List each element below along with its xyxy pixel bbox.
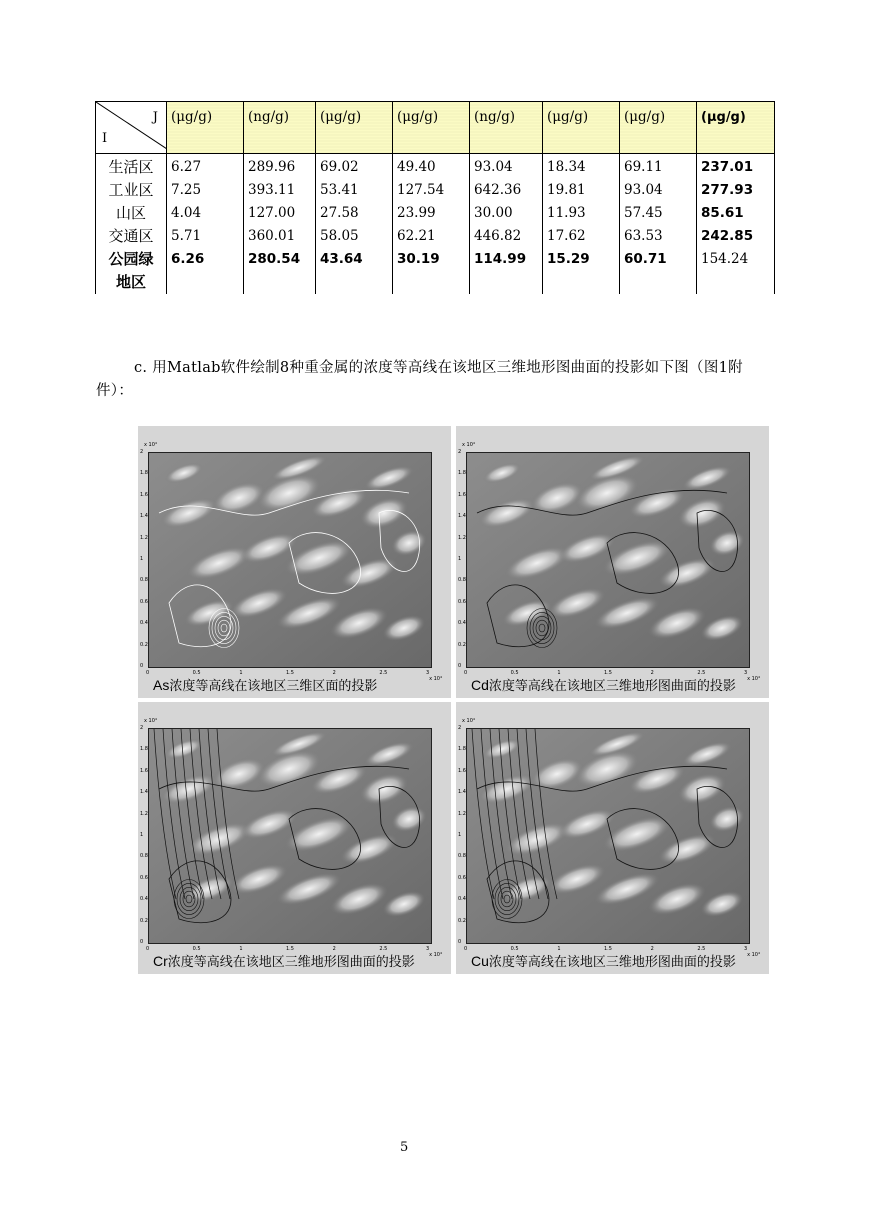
caption-text: 浓度等高线在该地区三维地形图曲面的投影 (167, 954, 415, 969)
table-cell: 85.61 (701, 205, 744, 221)
y-tick-label: 0.4 (140, 620, 148, 627)
y-tick-label: 0.2 (140, 917, 148, 924)
region-label: 生活区 (108, 158, 154, 176)
table-cell: 93.04 (624, 182, 663, 198)
region-label: 公园绿 (108, 250, 154, 268)
y-tick-label: 0.6 (140, 598, 148, 605)
x-tick-label: 3 (426, 670, 430, 676)
y-tick-label: 1.8 (140, 470, 148, 477)
figure-caption (471, 675, 736, 694)
body-paragraph: c. 用Matlab软件绘制8种重金属的浓度等高线在该地区三维地形图曲面的投影如下图（图1附件）： (96, 360, 743, 399)
y-tick-label: 1.4 (140, 789, 148, 796)
figure-caption (153, 951, 415, 970)
unit-header: (ng/g) (244, 102, 316, 154)
contour-plot (140, 718, 442, 958)
table-cell: 19.81 (547, 182, 586, 198)
y-tick-label: 0.8 (140, 853, 148, 860)
x-tick-label: 2 (650, 946, 654, 952)
x-tick-label: 2 (650, 670, 654, 676)
terrain-map (467, 453, 749, 667)
y-tick-label: 1.8 (458, 470, 466, 477)
y-tick-label: 1.8 (140, 746, 148, 753)
table-cell: 30.19 (397, 251, 440, 267)
y-tick-label: 0 (458, 939, 462, 945)
unit-header: (μg/g) (543, 102, 620, 154)
y-tick-label: 1.2 (140, 534, 148, 541)
table-corner-cell (96, 102, 167, 154)
table-cell: 114.99 (474, 251, 527, 267)
figure-caption (471, 951, 736, 970)
table-cell: 58.05 (320, 228, 359, 244)
x-tick-label: 0.5 (510, 946, 519, 952)
y-tick-label: 0.8 (140, 577, 148, 584)
as-contour-figure (138, 426, 451, 698)
x-tick-label: 1 (557, 670, 561, 676)
table-cell: 63.53 (624, 228, 663, 244)
value-column (316, 154, 393, 295)
x-axis-exponent: x 10⁴ (429, 952, 442, 958)
value-column (620, 154, 697, 295)
y-tick-label: 0.8 (458, 577, 466, 584)
x-tick-label: 0.5 (192, 946, 201, 952)
y-axis-exponent: x 10⁴ (462, 442, 475, 448)
cd-contour-figure (456, 426, 769, 698)
unit-header: (μg/g) (167, 102, 244, 154)
x-tick-label: 1.5 (286, 946, 294, 952)
table-cell: 30.00 (474, 205, 513, 221)
x-tick-label: 3 (426, 946, 430, 952)
table-cell: 62.21 (397, 228, 436, 244)
unit-header: (μg/g) (393, 102, 470, 154)
contour-plot (458, 442, 760, 682)
y-tick-label: 1.6 (458, 767, 466, 774)
y-tick-label: 0.6 (458, 874, 466, 881)
terrain-map (149, 453, 431, 667)
x-tick-label: 0.5 (192, 670, 201, 676)
table-cell: 49.40 (397, 159, 436, 175)
y-tick-label: 1.4 (458, 513, 466, 520)
x-tick-label: 0.5 (510, 670, 519, 676)
table-cell: 23.99 (397, 205, 436, 221)
region-label: 交通区 (108, 227, 154, 245)
y-tick-label: 1 (458, 832, 462, 838)
unit-header: (μg/g) (620, 102, 697, 154)
y-axis-exponent: x 10⁴ (144, 442, 157, 448)
x-tick-label: 3 (744, 670, 748, 676)
y-tick-label: 0.4 (140, 896, 148, 903)
value-column (470, 154, 543, 295)
table-cell: 60.71 (624, 251, 667, 267)
y-tick-label: 1 (458, 556, 462, 562)
y-tick-label: 1.8 (458, 746, 466, 753)
y-tick-label: 1.6 (140, 767, 148, 774)
cr-contour-figure (138, 702, 451, 974)
y-tick-label: 0.8 (458, 853, 466, 860)
table-cell: 27.58 (320, 205, 359, 221)
table-cell: 17.62 (547, 228, 586, 244)
x-tick-label: 2 (332, 946, 336, 952)
metal-label: Cr (153, 953, 168, 969)
x-axis-exponent: x 10⁴ (747, 676, 760, 682)
value-column (543, 154, 620, 295)
cu-contour-figure (456, 702, 769, 974)
y-axis-exponent: x 10⁴ (144, 718, 157, 724)
y-tick-label: 1.2 (458, 534, 466, 541)
y-axis-exponent: x 10⁴ (462, 718, 475, 724)
table-cell: 7.25 (171, 182, 202, 198)
table-header-row (96, 102, 775, 154)
x-tick-label: 1 (557, 946, 561, 952)
table-cell: 127.54 (397, 182, 445, 198)
table-cell: 6.26 (171, 251, 205, 267)
table-cell: 93.04 (474, 159, 513, 175)
x-tick-label: 2.5 (697, 670, 706, 676)
figure-caption (153, 675, 377, 694)
y-tick-label: 0.4 (458, 896, 466, 903)
x-axis-exponent: x 10⁴ (747, 952, 760, 958)
page-number: 5 (400, 1140, 409, 1155)
y-tick-label: 0 (140, 939, 144, 945)
value-column (244, 154, 316, 295)
table-body-row (96, 154, 775, 295)
y-tick-label: 0.4 (458, 620, 466, 627)
table-cell: 393.11 (248, 182, 296, 198)
table-cell: 6.27 (171, 159, 202, 175)
region-column (96, 154, 167, 295)
x-tick-label: 2 (332, 670, 336, 676)
metal-label: Cd (471, 677, 489, 693)
y-tick-label: 0 (140, 663, 144, 669)
x-tick-label: 1.5 (286, 670, 294, 676)
y-tick-label: 0.2 (458, 917, 466, 924)
table-cell: 69.02 (320, 159, 359, 175)
x-axis-exponent: x 10⁴ (429, 676, 442, 682)
table-cell: 277.93 (701, 182, 754, 198)
y-tick-label: 0.2 (458, 641, 466, 648)
table-cell: 69.11 (624, 159, 663, 175)
caption-text: 浓度等高线在该地区三维地形图曲面的投影 (488, 954, 736, 969)
corner-label-j: J (152, 110, 158, 125)
y-tick-label: 1.2 (140, 810, 148, 817)
y-tick-label: 0.6 (458, 598, 466, 605)
x-tick-label: 3 (744, 946, 748, 952)
contour-plot (458, 718, 760, 958)
x-tick-label: 0 (146, 670, 150, 676)
value-column (697, 154, 775, 295)
y-tick-label: 0.6 (140, 874, 148, 881)
table-cell: 127.00 (248, 205, 296, 221)
x-tick-label: 1 (239, 946, 243, 952)
table-cell: 57.45 (624, 205, 663, 221)
table-cell: 4.04 (171, 205, 202, 221)
region-label: 山区 (115, 204, 146, 222)
x-tick-label: 2.5 (379, 670, 388, 676)
y-tick-label: 1.4 (140, 513, 148, 520)
table-cell: 446.82 (474, 228, 522, 244)
y-tick-label: 1.2 (458, 810, 466, 817)
metal-label: As (153, 677, 170, 693)
table-cell: 289.96 (248, 159, 296, 175)
contour-plot (140, 442, 442, 682)
y-tick-label: 0.2 (140, 641, 148, 648)
unit-header: (μg/g) (316, 102, 393, 154)
caption-text: 浓度等高线在该地区三维区面的投影 (169, 678, 378, 693)
y-tick-label: 1.6 (140, 491, 148, 498)
x-tick-label: 1 (239, 670, 243, 676)
y-tick-label: 1 (140, 832, 144, 838)
table-cell: 154.24 (701, 251, 749, 267)
table-cell: 360.01 (248, 228, 296, 244)
caption-text: 浓度等高线在该地区三维地形图曲面的投影 (488, 678, 736, 693)
terrain-map (149, 729, 431, 943)
unit-header: (ng/g) (470, 102, 543, 154)
x-tick-label: 2.5 (379, 946, 388, 952)
table-cell: 5.71 (171, 228, 202, 244)
y-tick-label: 2 (458, 725, 462, 731)
heavy-metal-table (95, 101, 775, 294)
x-tick-label: 2.5 (697, 946, 706, 952)
region-label: 地区 (115, 273, 146, 291)
unit-header: (μg/g) (697, 102, 775, 154)
corner-label-i: I (102, 131, 108, 146)
y-tick-label: 2 (140, 725, 144, 731)
x-tick-label: 1.5 (604, 946, 612, 952)
y-tick-label: 1.6 (458, 491, 466, 498)
region-label: 工业区 (108, 181, 154, 199)
table-cell: 237.01 (701, 159, 754, 175)
table-cell: 280.54 (248, 251, 301, 267)
table-cell: 18.34 (547, 159, 586, 175)
x-tick-label: 0 (146, 946, 150, 952)
x-tick-label: 0 (464, 946, 468, 952)
y-tick-label: 2 (458, 449, 462, 455)
value-column (167, 154, 244, 295)
y-tick-label: 1 (140, 556, 144, 562)
y-tick-label: 1.4 (458, 789, 466, 796)
table-cell: 11.93 (547, 205, 586, 221)
value-column (393, 154, 470, 295)
x-tick-label: 1.5 (604, 670, 612, 676)
terrain-map (467, 729, 749, 943)
metal-label: Cu (471, 953, 489, 969)
table-cell: 642.36 (474, 182, 522, 198)
y-tick-label: 0 (458, 663, 462, 669)
table-cell: 53.41 (320, 182, 359, 198)
x-tick-label: 0 (464, 670, 468, 676)
table-cell: 242.85 (701, 228, 754, 244)
table-cell: 43.64 (320, 251, 363, 267)
table-cell: 15.29 (547, 251, 590, 267)
y-tick-label: 2 (140, 449, 144, 455)
